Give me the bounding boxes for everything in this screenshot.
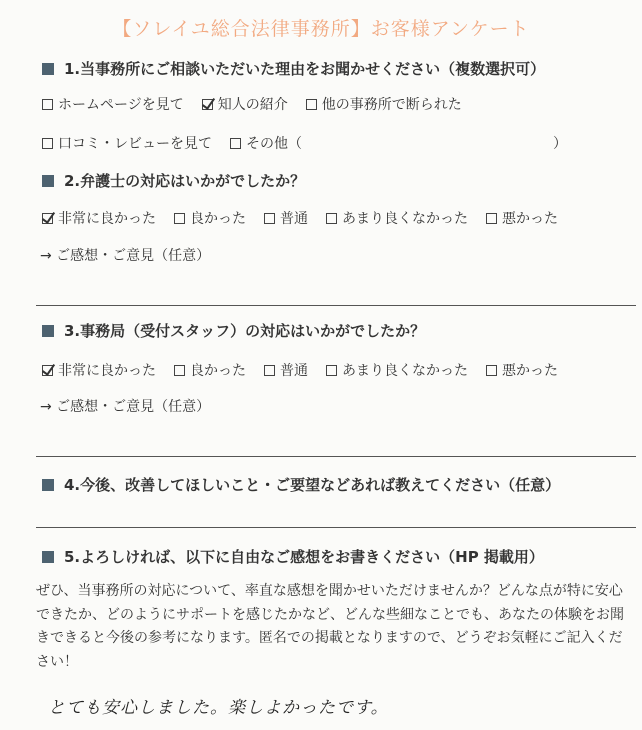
checkbox-bad[interactable] <box>486 365 497 376</box>
question-5-heading <box>42 546 544 567</box>
checkbox-homepage[interactable] <box>42 99 53 110</box>
option-average-label: 普通 <box>280 363 308 379</box>
handwritten-answer[interactable]: とても安心しました。楽しよかったです。 <box>48 698 389 718</box>
square-bullet-icon <box>42 479 54 491</box>
question-4-heading <box>42 474 560 495</box>
option-other-office-label: 他の事務所で断られた <box>321 97 462 113</box>
option-not-good-label: あまり良くなかった <box>342 211 468 227</box>
checkbox-other[interactable] <box>230 138 241 149</box>
checkbox-bad[interactable] <box>486 213 497 224</box>
option-not-good-label: あまり良くなかった <box>342 363 468 379</box>
option-referral-label: 知人の紹介 <box>217 97 288 113</box>
question-3-comment-label: → ご感想・ご意見（任意） <box>40 399 211 415</box>
option-bad-label: 悪かった <box>502 211 558 227</box>
checkbox-average[interactable] <box>264 365 275 376</box>
option-homepage-label: ホームページを見て <box>58 97 184 113</box>
question-3-text: 3.事務局（受付スタッフ）の対応はいかがでしたか？ <box>64 322 426 340</box>
checkbox-other-office[interactable] <box>306 99 317 110</box>
question-1-heading <box>42 58 545 79</box>
question-5-instructions: ぜひ、当事務所の対応について、率直な感想を聞かせいただけませんか？どんな点が特に安心できたか、どのようにサポートを感じたかなど、どんな些細なことでも、あなたの体験をお聞きできると今後の参考になります。匿名での掲載となりますので、どうぞお気軽にご記入ください！ <box>36 583 624 670</box>
question-1-options-row2 <box>42 133 302 153</box>
option-good-label: 良かった <box>190 211 246 227</box>
checkbox-very-good[interactable] <box>42 213 53 224</box>
question-2-options <box>42 208 558 228</box>
question-2-comment-label: → ご感想・ご意見（任意） <box>40 248 211 264</box>
checkbox-good[interactable] <box>174 213 185 224</box>
question-4-answer-line[interactable] <box>36 527 636 528</box>
square-bullet-icon <box>42 63 54 75</box>
question-2-comment-line[interactable] <box>36 305 636 306</box>
option-very-good-label: 非常に良かった <box>58 211 156 227</box>
question-5-text: 5.よろしければ、以下に自由なご感想をお書きください（HP 掲載用） <box>64 548 544 566</box>
option-bad-label: 悪かった <box>502 363 558 379</box>
checkbox-average[interactable] <box>264 213 275 224</box>
checkbox-not-good[interactable] <box>326 365 337 376</box>
question-3-comment-line[interactable] <box>36 456 636 457</box>
other-close-paren: ） <box>553 136 567 152</box>
option-very-good-label: 非常に良かった <box>58 363 156 379</box>
checkbox-reviews[interactable] <box>42 138 53 149</box>
option-average-label: 普通 <box>280 211 308 227</box>
checkbox-referral[interactable] <box>202 99 213 110</box>
option-other-label: その他（ <box>246 136 302 152</box>
question-1-text: 1.当事務所にご相談いただいた理由をお聞かせください（複数選択可） <box>64 60 546 78</box>
checkbox-not-good[interactable] <box>326 213 337 224</box>
page-title: 【ソレイユ総合法律事務所】お客様アンケート <box>112 18 530 40</box>
question-2-heading <box>42 170 305 191</box>
option-reviews-label: 口コミ・レビューを見て <box>58 136 212 152</box>
question-3-options <box>42 360 558 380</box>
question-3-heading <box>42 320 425 341</box>
square-bullet-icon <box>42 325 54 337</box>
square-bullet-icon <box>42 551 54 563</box>
option-good-label: 良かった <box>190 363 246 379</box>
checkbox-very-good[interactable] <box>42 365 53 376</box>
question-4-text: 4.今後、改善してほしいこと・ご要望などあれば教えてください（任意） <box>64 476 561 494</box>
checkbox-good[interactable] <box>174 365 185 376</box>
square-bullet-icon <box>42 175 54 187</box>
question-2-text: 2.弁護士の対応はいかがでしたか？ <box>64 172 306 190</box>
question-1-options-row1 <box>42 94 480 114</box>
